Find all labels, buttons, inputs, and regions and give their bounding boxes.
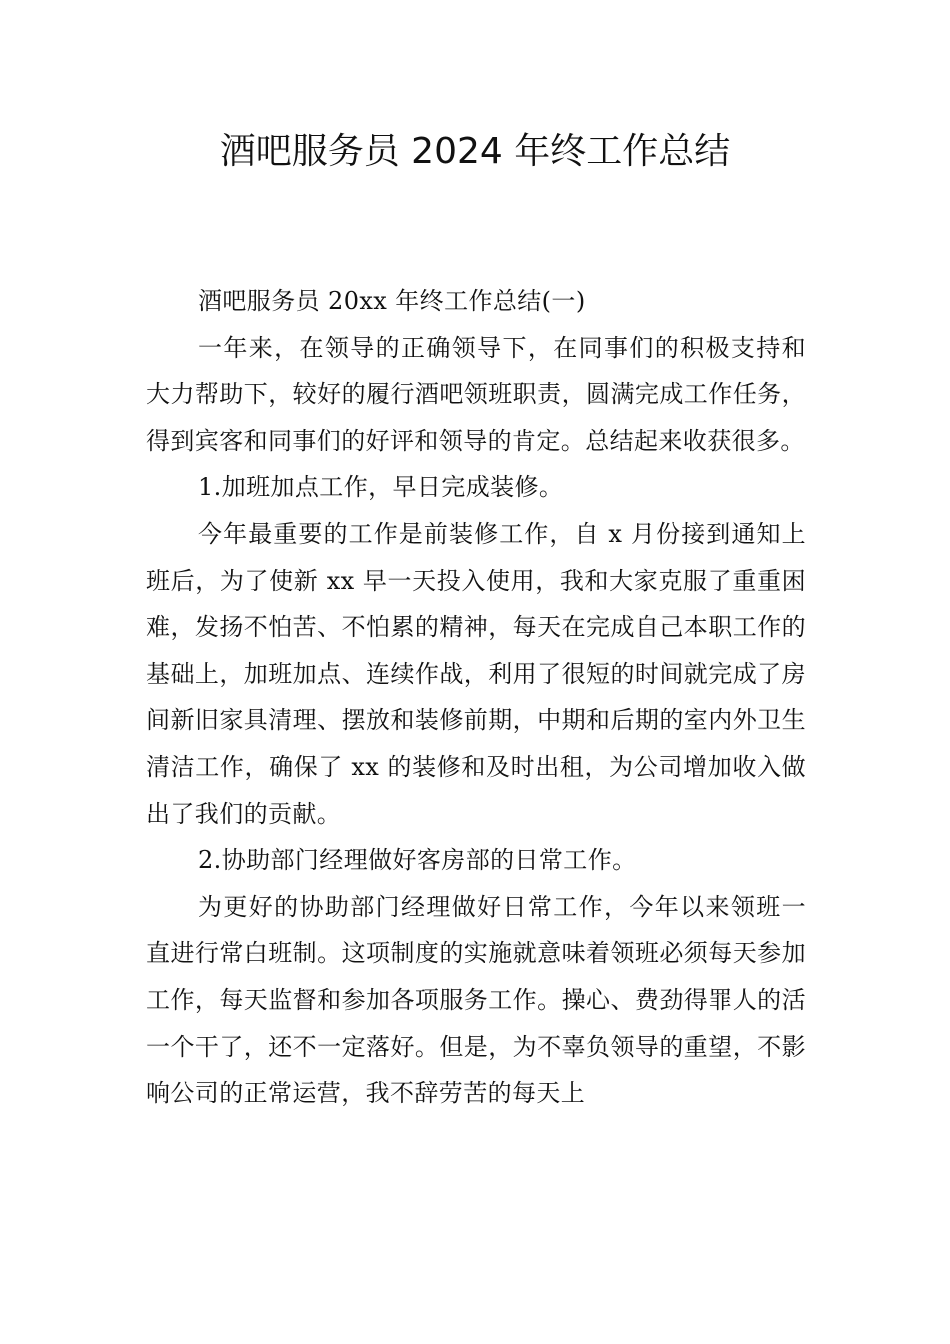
paragraph: 一年来，在领导的正确领导下，在同事们的积极支持和大力帮助下，较好的履行酒吧领班职责，圆满完成工作任务，得到宾客和同事们的好评和领导的肯定。总结起来收获很多。	[146, 333, 806, 455]
section-heading: 酒吧服务员 20xx 年终工作总结(一)	[198, 287, 586, 315]
document-body	[146, 278, 806, 1117]
document-title: 酒吧服务员 2024 年终工作总结	[219, 131, 731, 172]
list-item-heading: 1.加班加点工作，早日完成装修。	[198, 473, 564, 502]
paragraph: 今年最重要的工作是前装修工作，自 x 月份接到通知上班后，为了使新 xx 早一天投入使用，我和大家克服了重重困难，发扬不怕苦、不怕累的精神，每天在完成自己本职工作的基础上，加班加点、连续作战，利用了很短的时间就完成了房间新旧家具清理、摆放和装修前期，中期和后期的室内外卫生清洁工作，确保了 xx 的装修和及时出租，为公司增加收入做出了我们的贡献。	[146, 519, 806, 828]
paragraph: 为更好的协助部门经理做好日常工作，今年以来领班一直进行常白班制。这项制度的实施就意味着领班必须每天参加工作，每天监督和参加各项服务工作。操心、费劲得罪人的活一个干了，还不一定落好。但是，为不辜负领导的重望，不影响公司的正常运营，我不辞劳苦的每天上	[146, 892, 806, 1108]
list-item-heading: 2.协助部门经理做好客房部的日常工作。	[198, 846, 637, 875]
